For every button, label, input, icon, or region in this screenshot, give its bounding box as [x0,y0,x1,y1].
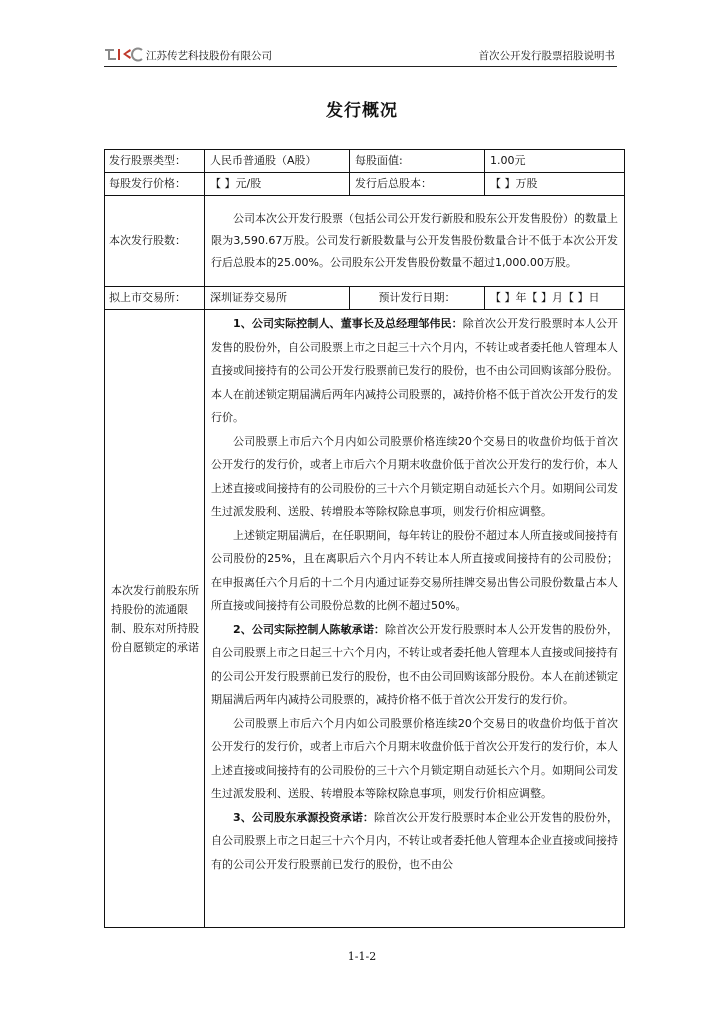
exchange-label: 拟上市交易所： [105,287,205,310]
stock-type-label: 发行股票类型： [105,150,205,173]
lockup-paragraph: 上述锁定期届满后，在任职期间，每年转让的股份不超过本人所直接或间接持有公司股份的25%，且在离职后六个月内不转让本人所直接或间接持有的公司股份；在申报离任六个月后的十二个月内通过证券交易所挂牌交易出售公司股份数量占本人所直接或间接持有公司股份总数的比例不超过50%。 [211,528,618,612]
total-shares-label: 发行后总股本： [350,173,485,196]
lockup-paragraph: 公司股票上市后六个月内如公司股票价格连续20个交易日的收盘价均低于首次公开发行的发行价，或者上市后六个月期末收盘价低于首次公开发行的发行价，本人上述直接或间接持有的公司股份的三十六个月锁定期自动延长六个月。如期间公司发生过派发股利、送股、转增股本等除权除息事项，则发行价相应调整。 [211,716,618,800]
exchange-value: 深圳证券交易所 [205,287,350,310]
page-number: 1-1-2 [347,950,377,963]
offering-table [104,149,625,928]
table-row [105,310,625,928]
company-logo-icon [104,46,144,62]
table-row [105,150,625,173]
table-row [105,196,625,287]
price-label: 每股发行价格： [105,173,205,196]
lockup-paragraph: 公司股票上市后六个月内如公司股票价格连续20个交易日的收盘价均低于首次公开发行的发行价，或者上市后六个月期末收盘价低于首次公开发行的发行价，本人上述直接或间接持有的公司股份的三十六个月锁定期自动延长六个月。如期间公司发生过派发股利、送股、转增股本等除权除息事项，则发行价相应调整。 [211,434,618,518]
par-value-value: 1.00元 [485,150,625,173]
price-value: 【 】元/股 [205,173,350,196]
shares-text: 公司本次公开发行股票（包括公司公开发行新股和股东公开发售股份）的数量上限为3,590.67万股。公司发行新股数量与公开发售股份数量合计不低于本次公开发行后总股本的25.00%。公司股东公开发售股份数量不超过1,000.00万股。 [211,212,618,269]
par-value-label: 每股面值: [350,150,485,173]
document-title: 首次公开发行股票招股说明书 [478,50,615,62]
lockup-paragraph: 2、公司实际控制人陈敏承诺：除首次公开发行股票时本人公开发售的股份外，自公司股票上市之日起三十六个月内，不转让或者委托他人管理本人直接或间接持有的公司公开发行股票前已发行的股份，也不由公司回购该部分股份。本人在前述锁定期届满后两年内减持公司股票的，减持价格不低于首次公开发行的发行价。 [211,622,618,706]
page-header [104,44,617,67]
table-row [105,173,625,196]
lockup-label: 本次发行前股东所持股份的流通限制、股东对所持股份自愿锁定的承诺 [105,310,205,928]
company-name: 江苏传艺科技股份有限公司 [146,50,272,62]
issue-date-value: 【 】年【 】月【 】日 [485,287,625,310]
lockup-paragraph: 3、公司股东承源投资承诺：除首次公开发行股票时本企业公开发售的股份外，自公司股票上市之日起三十六个月内，不转让或者委托他人管理本企业直接或间接持有的公司公开发行股票前已发行的股份，也不由公 [211,810,619,871]
issue-date-label: 预计发行日期： [350,287,485,310]
page-title: 发行概况 [326,101,398,121]
table-row [105,287,625,310]
shares-label: 本次发行股数： [105,196,205,287]
stock-type-value: 人民币普通股（A股） [205,150,350,173]
lockup-paragraph: 1、公司实际控制人、董事长及总经理邹伟民：除首次公开发行股票时本人公开发售的股份外，自公司股票上市之日起三十六个月内，不转让或者委托他人管理本人直接或间接持有的公司公开发行股票前已发行的股份，也不由公司回购该部分股份。本人在前述锁定期届满后两年内减持公司股票的，减持价格不低于首次公开发行的发行价。 [211,317,618,424]
total-shares-value: 【 】万股 [485,173,625,196]
